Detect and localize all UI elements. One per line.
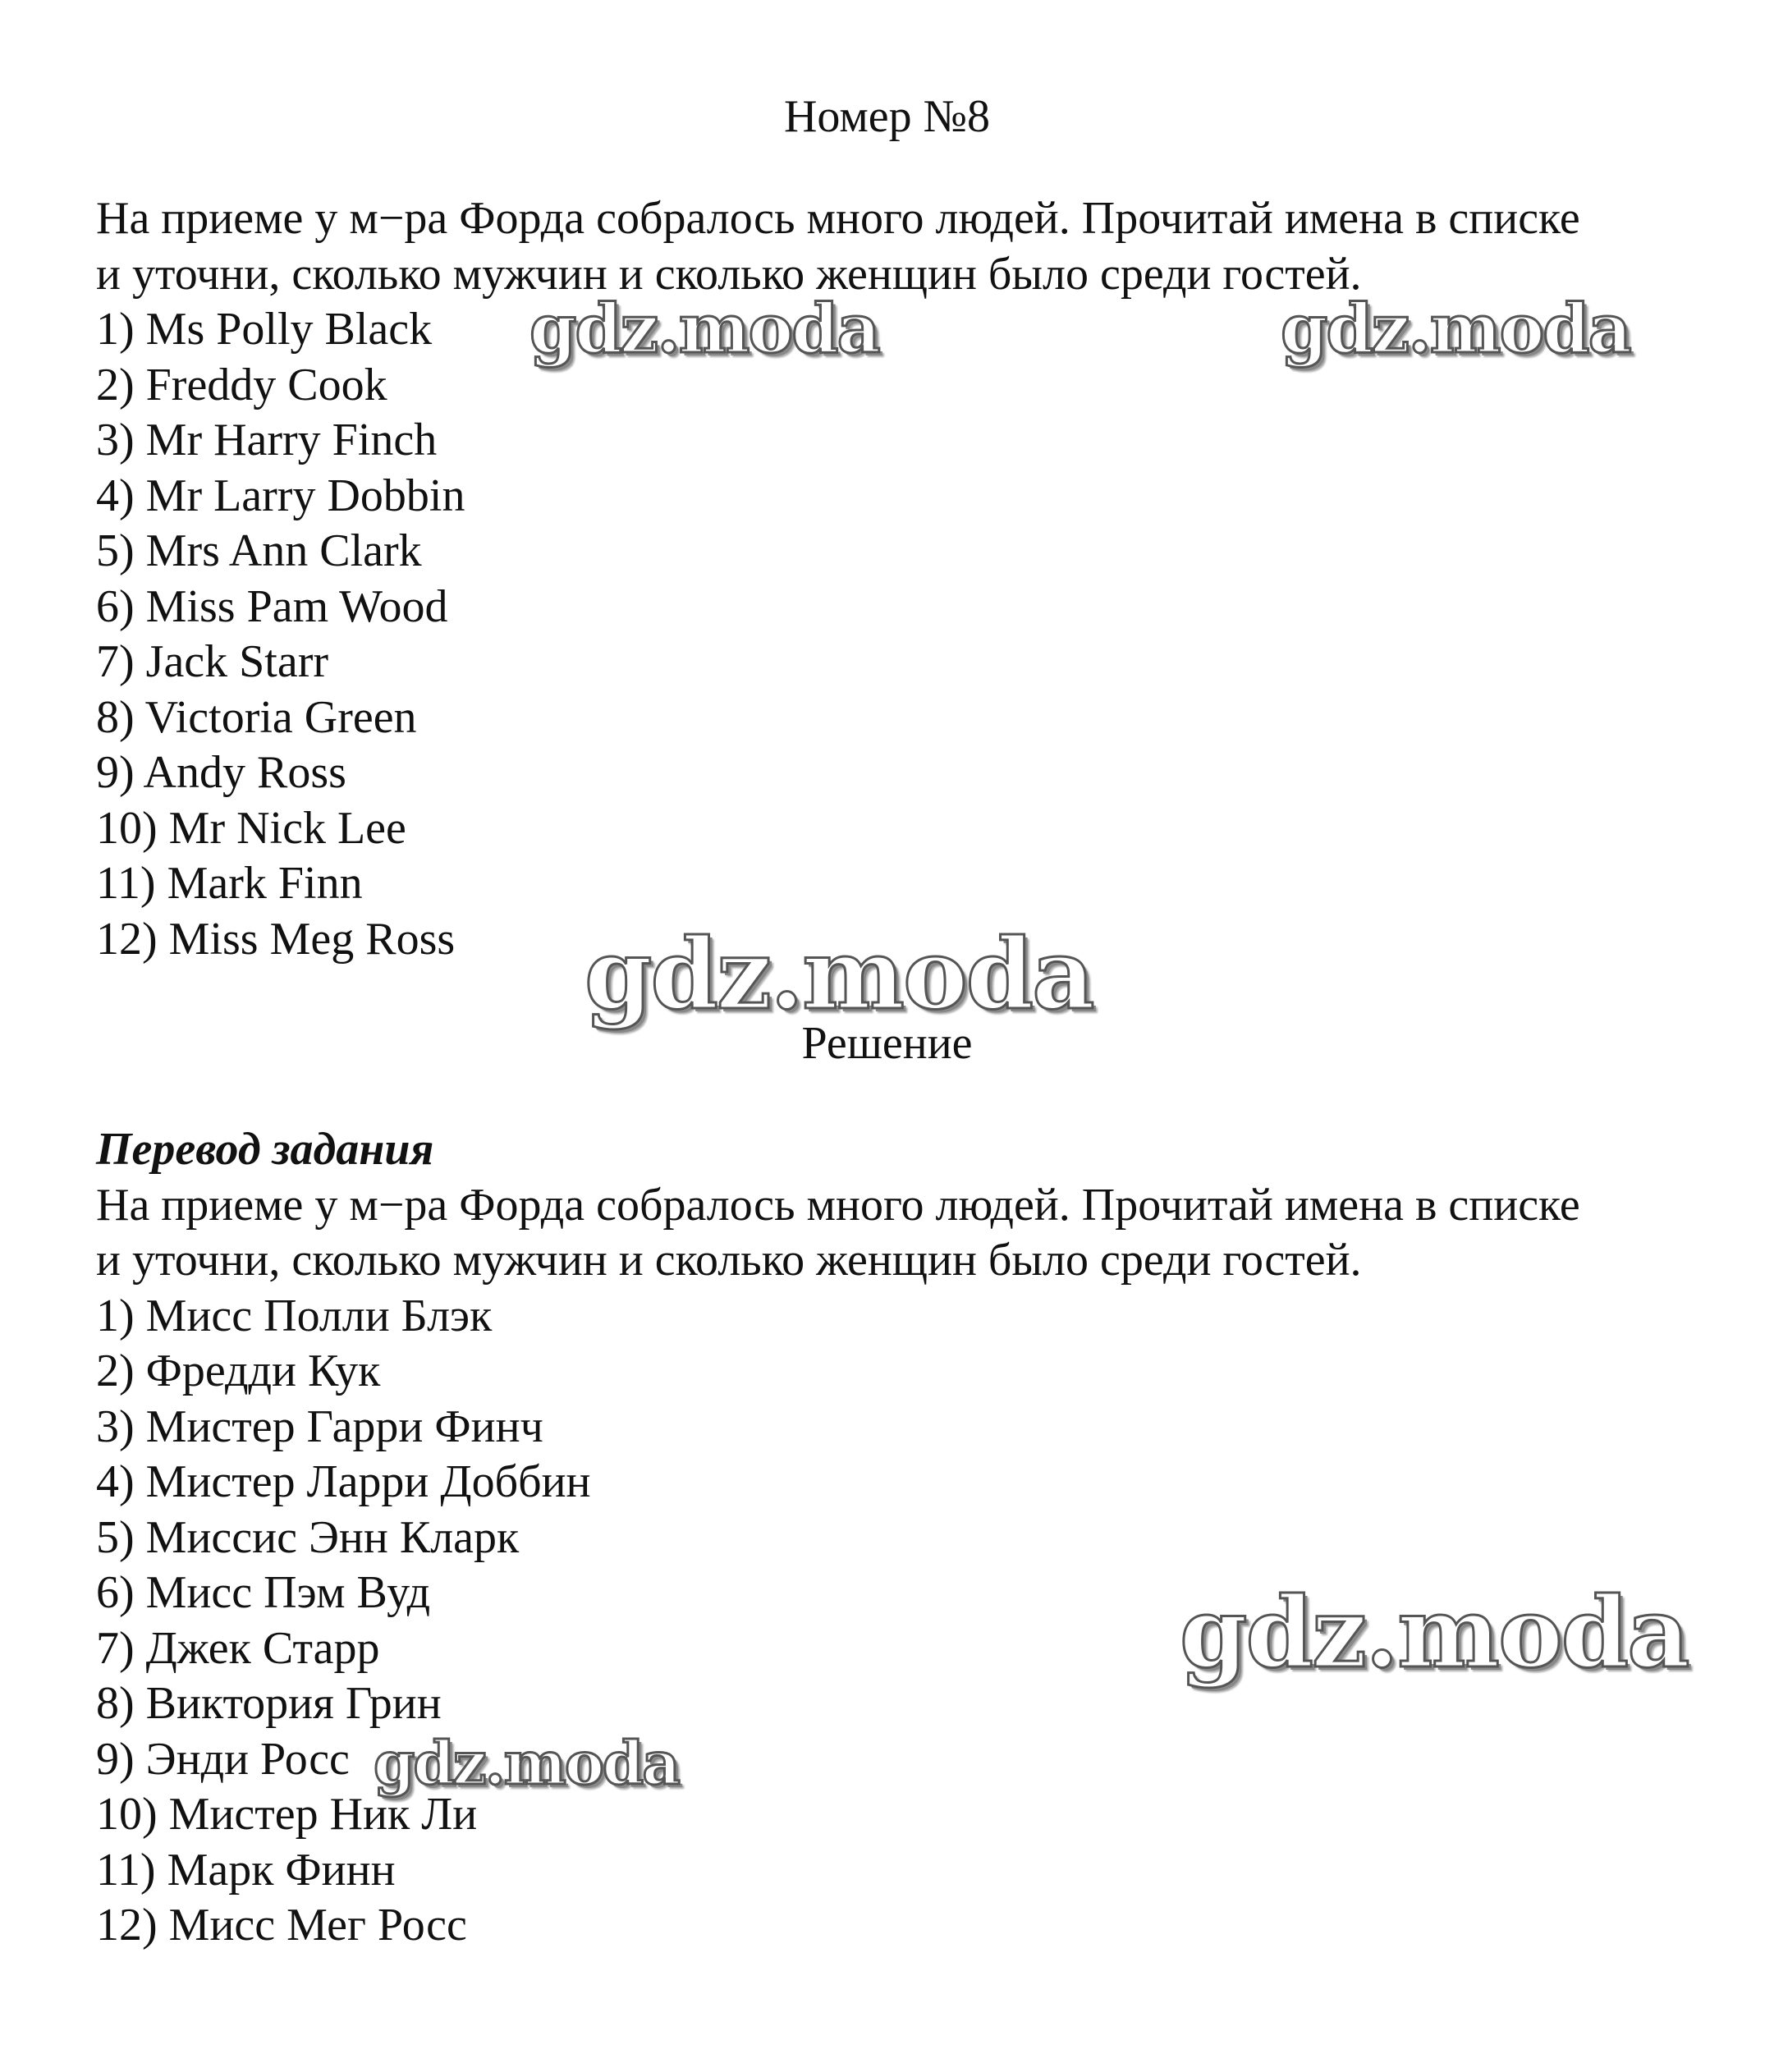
watermark: gdz.moda [1281,290,1630,369]
solution-text-line-1: На приеме у м−ра Форда собралось много людей. Прочитай имена в списке [96,1179,1580,1231]
task-text-line-2: и уточни, сколько мужчин и сколько женщин было среди гостей. [96,248,1362,300]
solution-title: Решение [801,1018,973,1069]
list-item: 12) Мисс Мег Росс [96,1900,467,1951]
task-section [96,191,1705,967]
list-item: 3) Мистер Гарри Финч [96,1400,543,1452]
translated-guest-list [96,1289,1705,1954]
list-item: 4) Mr Larry Dobbin [96,470,465,521]
list-item: 1) Мисс Полли Блэк [96,1290,493,1341]
list-item: 11) Mark Finn [96,858,363,909]
list-item: 6) Miss Pam Wood [96,580,448,632]
list-item: 5) Миссис Энн Кларк [96,1511,520,1563]
list-item: 7) Jack Starr [96,636,329,687]
watermark: gdz.moda [374,1728,679,1798]
translation-heading: Перевод задания [96,1124,434,1175]
list-item: 9) Энди Росс [96,1733,350,1785]
watermark: gdz.moda [1180,1575,1689,1689]
list-item: 6) Мисс Пэм Вуд [96,1567,431,1618]
list-item: 12) Miss Meg Ross [96,913,456,965]
watermark: gdz.moda [529,290,879,369]
list-item: 7) Джек Старр [96,1622,380,1674]
list-item: 10) Mr Nick Lee [96,802,406,854]
page-title: Номер №8 [783,91,991,142]
guest-list [96,302,1705,967]
list-item: 9) Andy Ross [96,747,346,798]
list-item: 3) Mr Harry Finch [96,415,438,465]
solution-section [96,1122,1705,1954]
list-item: 10) Мистер Ник Ли [96,1789,478,1840]
list-item: 1) Ms Polly Black [96,304,433,355]
list-item: 2) Фредди Кук [96,1345,381,1396]
solution-text-line-2: и уточни, сколько мужчин и сколько женщин было среди гостей. [96,1235,1362,1286]
list-item: 8) Виктория Грин [96,1678,442,1729]
list-item: 11) Марк Финн [96,1844,396,1896]
list-item: 4) Мистер Ларри Доббин [96,1456,591,1507]
list-item: 2) Freddy Cook [96,359,387,410]
list-item: 5) Mrs Ann Clark [96,525,422,576]
list-item: 8) Victoria Green [96,691,417,743]
watermark: gdz.moda [584,917,1093,1031]
task-text-line-1: На приеме у м−ра Форда собралось много людей. Прочитай имена в списке [96,193,1580,244]
